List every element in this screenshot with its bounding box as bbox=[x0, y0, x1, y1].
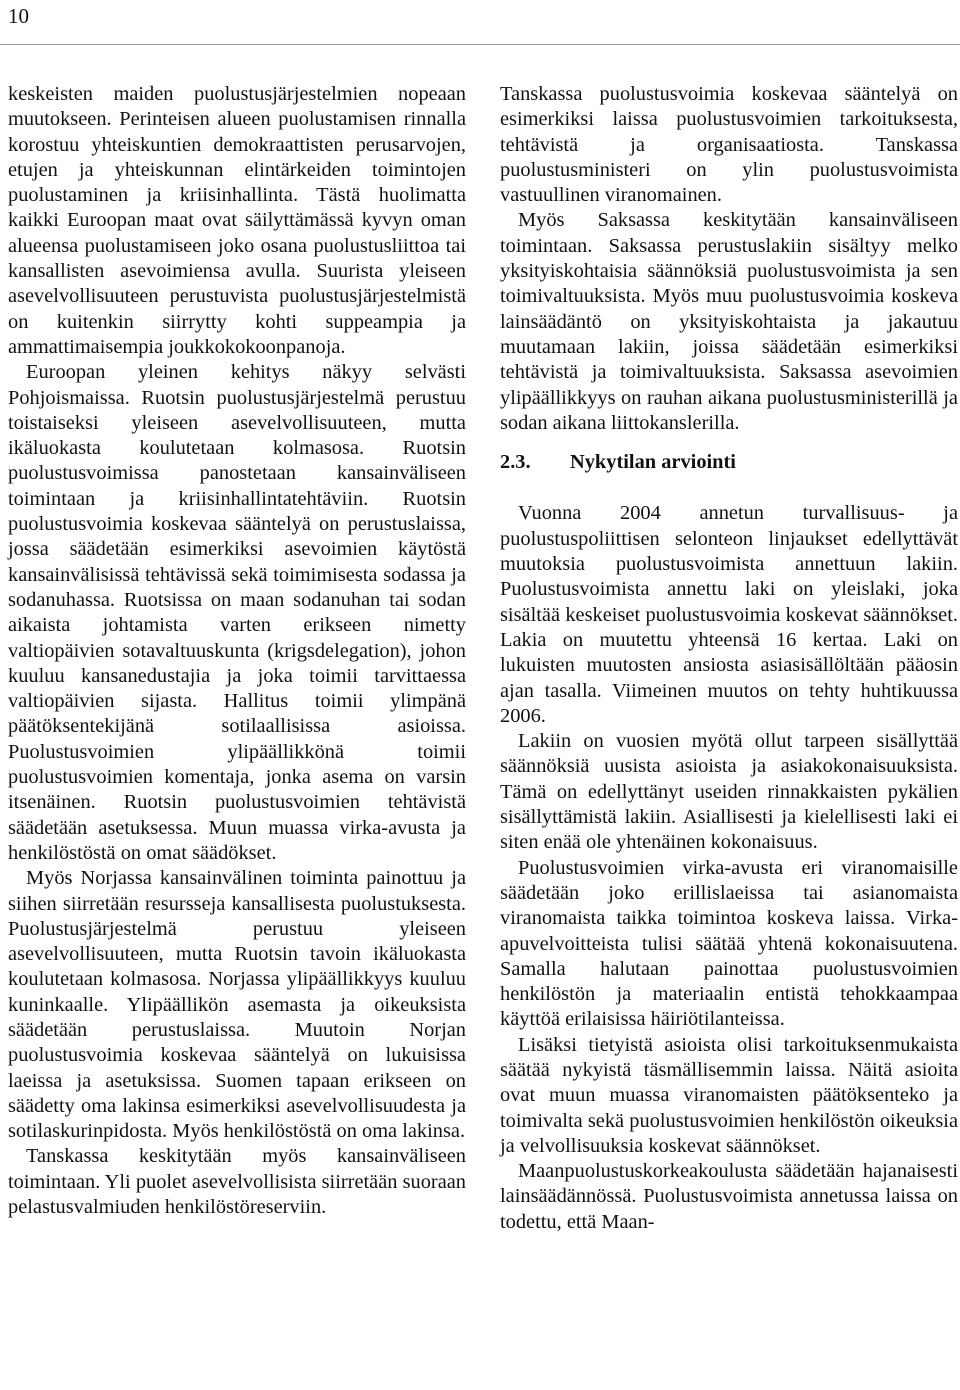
paragraph: Vuonna 2004 annetun turvallisuus- ja puolustuspoliittisen selonteon linjaukset edellyttävät muutoksia puolustusvoimista annettuun lakiin. Puolustusvoimista annettu laki on yleislaki, joka sisältää keskeiset puolustusvoimia koskevat säännökset. Lakia on muutettu yhteensä 16 kertaa. Laki on lukuisten muutosten ansiosta asiasisällöltään pääosin ajan tasalla. Viimeinen muutos on tehty huhtikuussa 2006. bbox=[500, 502, 958, 727]
paragraph: Puolustusvoimien virka-avusta eri viranomaisille säädetään joko erillislaeissa tai asianomaista viranomaista taikka toimintoa koskeva laissa. Virka-apuvelvoitteista tulisi säätää yhtenä kokonaisuutena. Samalla halutaan painottaa puolustusvoimien henkilöstön ja materiaalin entistä tehokkaampaa käyttöä erilaisissa häiriötilanteissa. bbox=[500, 856, 958, 1031]
paragraph: Euroopan yleinen kehitys näkyy selvästi Pohjoismaissa. Ruotsin puolustusjärjestelmä perustuu toistaiseksi yleiseen asevelvollisuuteen, mutta ikäluokasta koulutetaan kolmasosa. Ruotsin puolustusvoimissa panostetaan kansainväliseen toimintaan ja kriisinhallintatehtäviin. Ruotsin puolustusvoimia koskevaa sääntelyä on perustuslaissa, jossa säädetään esimerkiksi asevoimien käytöstä kansainvälisissä tehtävissä sekä toimimisesta sodassa ja sodanuhassa. Ruotsissa on maan sodanuhan tai sodan aikaista johtamista varten erikseen nimetty valtiopäivien sotavaltuuskunta (krigsdelegation), johon kuuluu kansanedustajia ja joka toimii tarvittaessa valtiopäivien sijasta. Hallitus toimii ylimpänä päätöksentekijänä sotilaallisissa asioissa. Puolustusvoimien ylipäällikkönä toimii puolustusvoimien komentaja, jonka asema on varsin itsenäinen. Ruotsin puolustusvoimien tehtävistä säädetään asetuksessa. Muun muassa virka-avusta ja henkilöstöstä on omat säädökset. bbox=[8, 361, 466, 864]
paragraph: Lakiin on vuosien myötä ollut tarpeen sisällyttää säännöksiä uusista asioista ja asiakokonaisuuksista. Tämä on edellyttänyt useiden rinnakkaisten pykälien sisällyttämistä lakiin. Asiallisesti ja kielellisesti laki ei siten enää ole yhtenäinen kokonaisuus. bbox=[500, 730, 958, 854]
page-number: 10 bbox=[8, 4, 29, 28]
section-number: 2.3. bbox=[500, 451, 531, 474]
section-heading bbox=[500, 450, 958, 475]
right-column bbox=[500, 82, 958, 1235]
paragraph: Lisäksi tietyistä asioista olisi tarkoituksenmukaista säätää nykyistä täsmällisemmin laissa. Näitä asioita ovat muun muassa viranomaisten päätöksenteko ja toimivalta sekä puolustusvoimien henkilöstön oikeuksia ja velvollisuuksia koskevat säännökset. bbox=[500, 1033, 958, 1157]
paragraph: Tanskassa puolustusvoimia koskevaa sääntelyä on esimerkiksi laissa puolustusvoimien tarkoituksesta, tehtävistä ja organisaatiosta. Tanskassa puolustusministeri on ylin puolustusvoimista vastuullinen viranomainen. bbox=[500, 83, 958, 207]
header-rule bbox=[0, 44, 960, 45]
section-title: Nykytilan arviointi bbox=[570, 451, 736, 474]
paragraph: Maanpuolustuskorkeakoulusta säädetään hajanaisesti lainsäädännössä. Puolustusvoimista annetussa laissa on todettu, että Maan- bbox=[500, 1160, 958, 1233]
left-column bbox=[8, 82, 466, 1220]
paragraph: Tanskassa keskitytään myös kansainväliseen toimintaan. Yli puolet asevelvollisista siirretään suoraan pelastusvalmiuden henkilöstöreserviin. bbox=[8, 1145, 466, 1219]
paragraph: keskeisten maiden puolustusjärjestelmien nopeaan muutokseen. Perinteisen alueen puolustamisen rinnalla korostuu yhteiskuntien demokraattisten perusarvojen, etujen ja yhteiskunnan elintärkeiden toimintojen puolustaminen ja kriisinhallinta. Tästä huolimatta kaikki Euroopan maat ovat säilyttämässä kyvyn oman alueensa puolustamiseen joko osana puolustusliittoa tai kansallisten asevoimiensa avulla. Suurista yleiseen asevelvollisuuteen perustuvista puolustusjärjestelmistä on kuitenkin siirrytty kohti suppeampia ja ammattimaisempia joukkokokoonpanoja. bbox=[8, 83, 466, 358]
paragraph: Myös Saksassa keskitytään kansainväliseen toimintaan. Saksassa perustuslakiin sisältyy melko yksityiskohtaisia säännöksiä puolustusvoimista ja sen toimivaltuuksista. Myös muu puolustusvoimia koskeva lainsäädäntö on yksityiskohtaista ja jakautuu muutamaan lakiin, joissa säädetään esimerkiksi tehtävistä ja toimivaltuuksista. Saksassa asevoimien ylipäällikkyys on rauhan aikana puolustusministerillä ja sodan aikana liittokanslerilla. bbox=[500, 209, 958, 434]
paragraph: Myös Norjassa kansainvälinen toiminta painottuu ja siihen siirretään resursseja kansallisesta puolustuksesta. Puolustusjärjestelmä perustuu yleiseen asevelvollisuuteen, mutta Ruotsin tavoin ikäluokasta koulutetaan kolmasosa. Norjassa ylipäällikkyys kuuluu kuninkaalle. Ylipäällikön asemasta ja oikeuksista säädetään perustuslaissa. Muutoin Norjan puolustusvoimia koskevaa sääntelyä on lukuisissa laeissa ja asetuksissa. Suomen tapaan erikseen on säädetty oma lakinsa esimerkiksi asevelvollisuudesta ja sotilaskurinpidosta. Myös henkilöstöstä on oma lakinsa. bbox=[8, 867, 466, 1143]
